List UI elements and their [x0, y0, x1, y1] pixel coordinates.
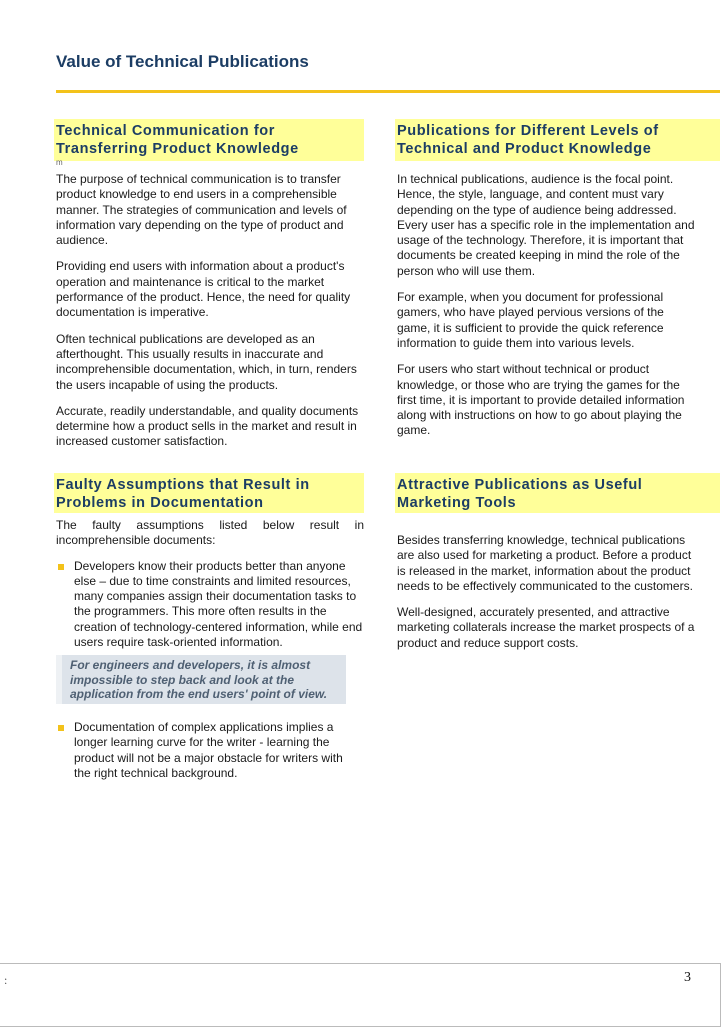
intro-line: incomprehensible documents: — [56, 533, 216, 548]
paragraph: Often technical publications are developed as an afterthought. This usually results in inaccurate and incomprehensible documentation, which, in turn, renders the users incapable of using the products. — [56, 331, 357, 392]
callout-quote: For engineers and developers, it is almost impossible to step back and look at the application from the end users' point of view. — [56, 655, 346, 704]
list-item — [56, 559, 364, 651]
page-footer — [0, 963, 721, 1027]
paragraph: In technical publications, audience is the focal point. Hence, the style, language, and content must vary depending on the type of audience being addressed. Every user has a specific role in the implementation and usage of the technology. Therefore, it is important that documents be created keeping in mind the role of the person who will use them. — [397, 172, 695, 278]
section-body-faulty — [56, 518, 364, 660]
section-heading-marketing — [395, 473, 720, 513]
paragraph: The purpose of technical communication is to transfer product knowledge to end users in a comprehensible manner. The strategies of communication and levels of information vary depending on the type of product and audience. — [56, 172, 347, 248]
heading-line: Publications for Different Levels of — [397, 123, 659, 139]
bullet-square-icon — [58, 564, 64, 570]
bullet-text: Documentation of complex applications implies a longer learning curve for the writer - learning the product will not be a major obstacle for writers with the right technical background. — [74, 720, 343, 780]
bullet-square-icon — [58, 725, 64, 731]
heading-line: Problems in Documentation — [56, 495, 264, 511]
bullet-list — [56, 720, 362, 791]
page-number: 3 — [684, 970, 691, 985]
paragraph: For users who start without technical or product knowledge, or those who are trying the games for the first time, it is important to provide detailed information along with instructions on how to go about playing the game. — [397, 362, 685, 438]
section-body-marketing — [397, 533, 697, 662]
heading-line: Faulty Assumptions that Result in — [56, 477, 310, 493]
title-divider — [56, 90, 720, 93]
heading-stub: m — [56, 158, 63, 167]
paragraph: Well-designed, accurately presented, and attractive marketing collaterals increase the market prospects of a product and reduce support costs. — [397, 605, 695, 650]
paragraph: For example, when you document for professional gamers, who have played pervious versions of the game, it is sufficient to provide the quick reference information to guide them into various levels. — [397, 290, 664, 350]
footer-mark: : — [4, 973, 8, 987]
heading-line: Marketing Tools — [397, 495, 517, 511]
heading-line: Attractive Publications as Useful — [397, 477, 643, 493]
heading-line: Technical and Product Knowledge — [397, 141, 652, 157]
intro-line: The faulty assumptions listed below result in — [56, 518, 364, 532]
paragraph: Besides transferring knowledge, technical publications are also used for marketing a product. Before a product is released in the market, information about the product needs to be effectively communicated to the customers. — [397, 533, 693, 593]
section-body-levels — [397, 172, 697, 450]
paragraph: Providing end users with information about a product's operation and maintenance is critical to the market performance of the product. Hence, the need for quality documentation is imperative. — [56, 259, 351, 320]
list-item — [56, 720, 362, 781]
page-title: Value of Technical Publications — [56, 52, 309, 71]
section-heading-tech-comm — [54, 119, 364, 161]
section-body-tech-comm — [56, 172, 362, 461]
paragraph: Accurate, readily understandable, and quality documents determine how a product sells in the market and result in increased customer satisfaction. — [56, 403, 359, 449]
heading-line: Technical Communication for — [56, 123, 275, 139]
heading-line: Transferring Product Knowledge — [56, 141, 299, 157]
section-heading-levels — [395, 119, 720, 161]
bullet-list — [56, 559, 364, 651]
bullet-text: Developers know their products better than anyone else – due to time constraints and limited resources, many companies assign their documentation tasks to the programmers. This more often results in the creation of technology-centered information, while end users require task-oriented information. — [74, 558, 363, 650]
section-heading-faulty — [54, 473, 364, 513]
